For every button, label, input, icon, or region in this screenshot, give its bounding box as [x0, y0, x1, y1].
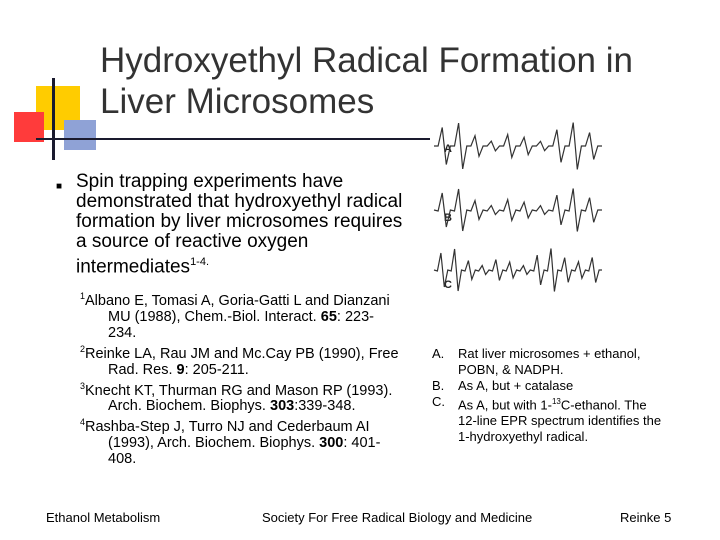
legend-text: Rat liver microsomes + ethanol, POBN, & NADPH. [458, 346, 641, 377]
title-line-2: Liver Microsomes [100, 82, 375, 121]
reference-item [80, 378, 400, 415]
reference-item [80, 341, 400, 378]
reference-text: Reinke LA, Rau JM and Mc.Cay PB (1990), Free Rad. Res. [85, 345, 399, 378]
epr-spectra-figure [430, 110, 606, 300]
legend-key: A. [432, 346, 445, 361]
spectrum-label-a: A [444, 143, 452, 155]
spectrum-label-b: B [444, 212, 452, 224]
reference-list [80, 288, 400, 467]
decor-horizontal-line [36, 138, 436, 140]
bullet-citation: 1-4. [190, 256, 210, 268]
epr-trace-c [434, 249, 602, 292]
spectrum-label-c: C [444, 279, 452, 291]
reference-pages: : 205-211. [184, 361, 249, 378]
bullet-body: Spin trapping experiments have demonstrated that hydroxyethyl radical formation by liver microsomes requires a source of reactive oxygen intermediates [76, 171, 403, 278]
reference-number: 3 [80, 380, 86, 391]
figure-legend [432, 346, 667, 445]
legend-item-b [432, 378, 667, 394]
reference-pages: : 223-234. [108, 308, 374, 341]
decor-blue-square [64, 120, 96, 150]
reference-item [80, 414, 400, 467]
reference-number: 2 [80, 343, 86, 354]
title-line-1: Hydroxyethyl Radical Formation in [100, 41, 633, 80]
reference-volume: 9 [176, 361, 185, 378]
reference-volume: 303 [270, 398, 295, 415]
reference-text: Albano E, Tomasi A, Goria-Gatti L and Dianzani MU (1988), Chem.-Biol. Interact. [85, 292, 390, 325]
reference-item [80, 288, 400, 341]
legend-key: C. [432, 394, 445, 409]
footer-right: Reinke 5 [620, 510, 672, 525]
bullet-text [76, 172, 406, 277]
legend-item-c [432, 394, 667, 445]
reference-number: 4 [80, 417, 86, 428]
reference-volume: 65 [320, 308, 337, 325]
legend-text: As A, but + catalase [458, 378, 574, 393]
reference-pages: : 401-408. [108, 435, 381, 468]
legend-text: As A, but with 1- [458, 397, 552, 413]
legend-superscript: 13 [551, 397, 561, 406]
epr-trace-a [434, 123, 602, 170]
reference-pages: :339-348. [294, 398, 356, 415]
footer-left: Ethanol Metabolism [46, 510, 161, 525]
reference-text: Knecht KT, Thurman RG and Mason RP (1993). Arch. Biochem. Biophys. [85, 382, 393, 415]
footer-center: Society For Free Radical Biology and Medicine [262, 510, 533, 525]
reference-text: Rashba-Step J, Turro NJ and Cederbaum AI (1993), Arch. Biochem. Biophys. [85, 419, 370, 452]
legend-text: C-ethanol. The 12-line EPR spectrum identifies the 1-hydroxyethyl radical. [458, 397, 662, 445]
decor-vertical-line [52, 78, 55, 160]
epr-trace-b [434, 189, 602, 232]
legend-key: B. [432, 378, 445, 393]
reference-volume: 300 [319, 435, 344, 452]
reference-number: 1 [80, 291, 86, 301]
legend-item-a [432, 346, 667, 378]
bullet-square-icon: ■ [56, 181, 63, 192]
